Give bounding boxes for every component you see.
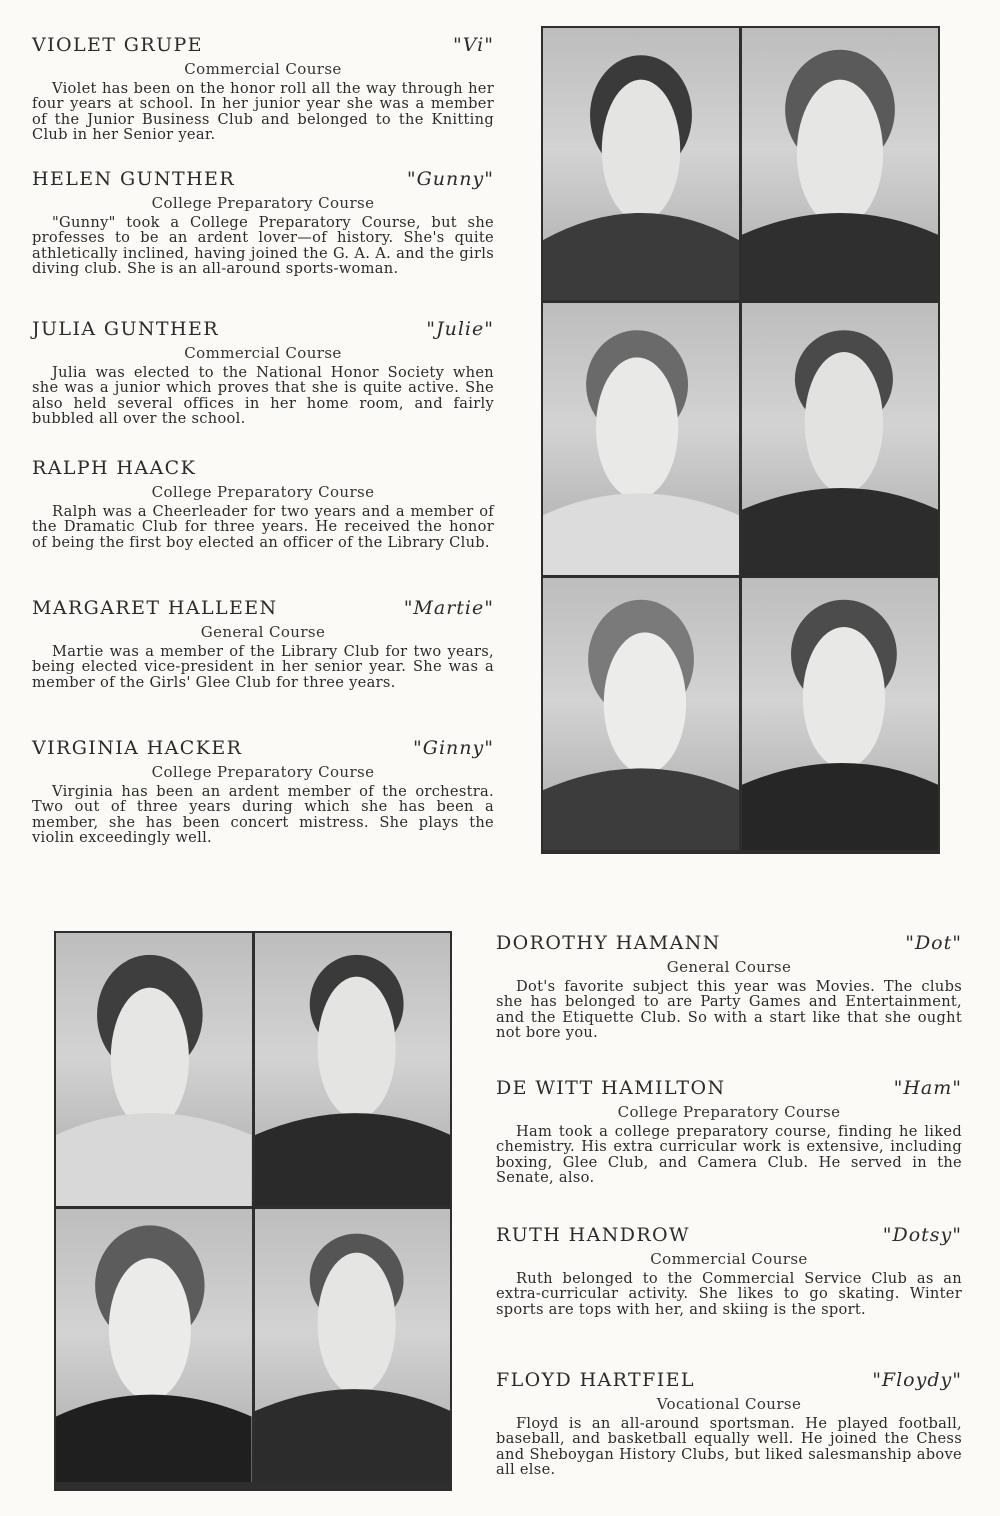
student-entry-dewitt-hamilton: [496, 1077, 962, 1186]
student-bio: Julia was elected to the National Honor Society when she was a junior which proves that she is quite active. She also held several offices in her home room, and fairly bubbled all over the school.: [32, 364, 494, 428]
student-nickname: "Dot": [905, 932, 962, 954]
student-course: General Course: [200, 623, 326, 641]
student-nickname: "Ham": [893, 1077, 962, 1099]
student-entry-ralph-haack: [32, 457, 494, 550]
portrait-photo-helen-gunther: [742, 28, 938, 300]
portrait-photo-julia-gunther: [543, 303, 739, 575]
portrait-photo-ralph-haack: [742, 303, 938, 575]
student-course: Commercial Course: [184, 344, 342, 362]
student-course: College Preparatory Course: [617, 1103, 841, 1121]
student-entry-floyd-hartfiel: [496, 1369, 962, 1478]
student-bio: "Gunny" took a College Preparatory Course, but she professes to be an ardent lover—of history. She's quite athletically inclined, having joined the G. A. A. and the girls diving club. She is an all-around sports-woman.: [32, 214, 494, 278]
student-name: RUTH HANDROW: [496, 1224, 690, 1246]
student-bio: Martie was a member of the Library Club for two years, being elected vice-president in her senior year. She was a member of the Girls' Glee Club for three years.: [32, 643, 494, 691]
student-nickname: "Vi": [453, 34, 494, 56]
student-nickname: "Gunny": [406, 168, 494, 190]
student-course: Commercial Course: [184, 60, 342, 78]
student-course: Commercial Course: [650, 1250, 808, 1268]
portrait-photo-margaret-halleen: [543, 578, 739, 850]
portrait-photo-ruth-handrow: [56, 1209, 252, 1482]
student-name: DE WITT HAMILTON: [496, 1077, 726, 1099]
student-name: JULIA GUNTHER: [32, 318, 219, 340]
portrait-photo-floyd-hartfiel: [255, 1209, 451, 1482]
student-name: DOROTHY HAMANN: [496, 932, 721, 954]
portrait-photo-dewitt-hamilton: [255, 933, 451, 1206]
student-course: College Preparatory Course: [151, 194, 375, 212]
student-bio: Dot's favorite subject this year was Movies. The clubs she has belonged to are Party Games and Entertainment, and the Etiquette Club. So with a start like that she ought not bore you.: [496, 978, 962, 1042]
student-course: Vocational Course: [656, 1395, 802, 1413]
student-name: VIRGINIA HACKER: [32, 737, 243, 759]
student-bio: Ham took a college preparatory course, finding he liked chemistry. His extra curricular work is extensive, including boxing, Glee Club, and Camera Club. He served in the Senate, also.: [496, 1123, 962, 1187]
student-entry-margaret-halleen: [32, 597, 494, 690]
student-entry-julia-gunther: [32, 318, 494, 427]
student-course: College Preparatory Course: [151, 763, 375, 781]
student-nickname: "Martie": [403, 597, 494, 619]
portrait-photo-violet-grupe: [543, 28, 739, 300]
student-course: College Preparatory Course: [151, 483, 375, 501]
student-name: MARGARET HALLEEN: [32, 597, 278, 619]
student-entry-virginia-hacker: [32, 737, 494, 846]
portrait-photo-virginia-hacker: [742, 578, 938, 850]
student-entry-helen-gunther: [32, 168, 494, 277]
student-entry-dorothy-hamann: [496, 932, 962, 1041]
student-name: VIOLET GRUPE: [32, 34, 203, 56]
portrait-grid-bottom: [54, 931, 452, 1491]
student-name: RALPH HAACK: [32, 457, 197, 479]
student-bio: Floyd is an all-around sportsman. He played football, baseball, and basketball equally well. He joined the Chess and Sheboygan History Clubs, but liked salesmanship above all else.: [496, 1415, 962, 1479]
student-bio: Violet has been on the honor roll all the way through her four years at school. In her junior year she was a member of the Junior Business Club and belonged to the Knitting Club in her Senior year.: [32, 80, 494, 144]
student-entry-violet-grupe: [32, 34, 494, 143]
student-bio: Ralph was a Cheerleader for two years and a member of the Dramatic Club for three years. He received the honor of being the first boy elected an officer of the Library Club.: [32, 503, 494, 551]
student-course: General Course: [666, 958, 792, 976]
student-nickname: "Dotsy": [882, 1224, 962, 1246]
student-bio: Virginia has been an ardent member of the orchestra. Two out of three years during which she has been a member, she has been concert mistress. She plays the violin exceedingly well.: [32, 783, 494, 847]
student-name: HELEN GUNTHER: [32, 168, 236, 190]
student-entry-ruth-handrow: [496, 1224, 962, 1317]
student-nickname: "Julie": [426, 318, 494, 340]
student-nickname: "Floydy": [872, 1369, 962, 1391]
student-name: FLOYD HARTFIEL: [496, 1369, 695, 1391]
student-nickname: "Ginny": [413, 737, 494, 759]
student-bio: Ruth belonged to the Commercial Service Club as an extra-curricular activity. She likes to go skating. Winter sports are tops with her, and skiing is the sport.: [496, 1270, 962, 1318]
portrait-grid-top: [541, 26, 940, 854]
portrait-photo-dorothy-hamann: [56, 933, 252, 1206]
